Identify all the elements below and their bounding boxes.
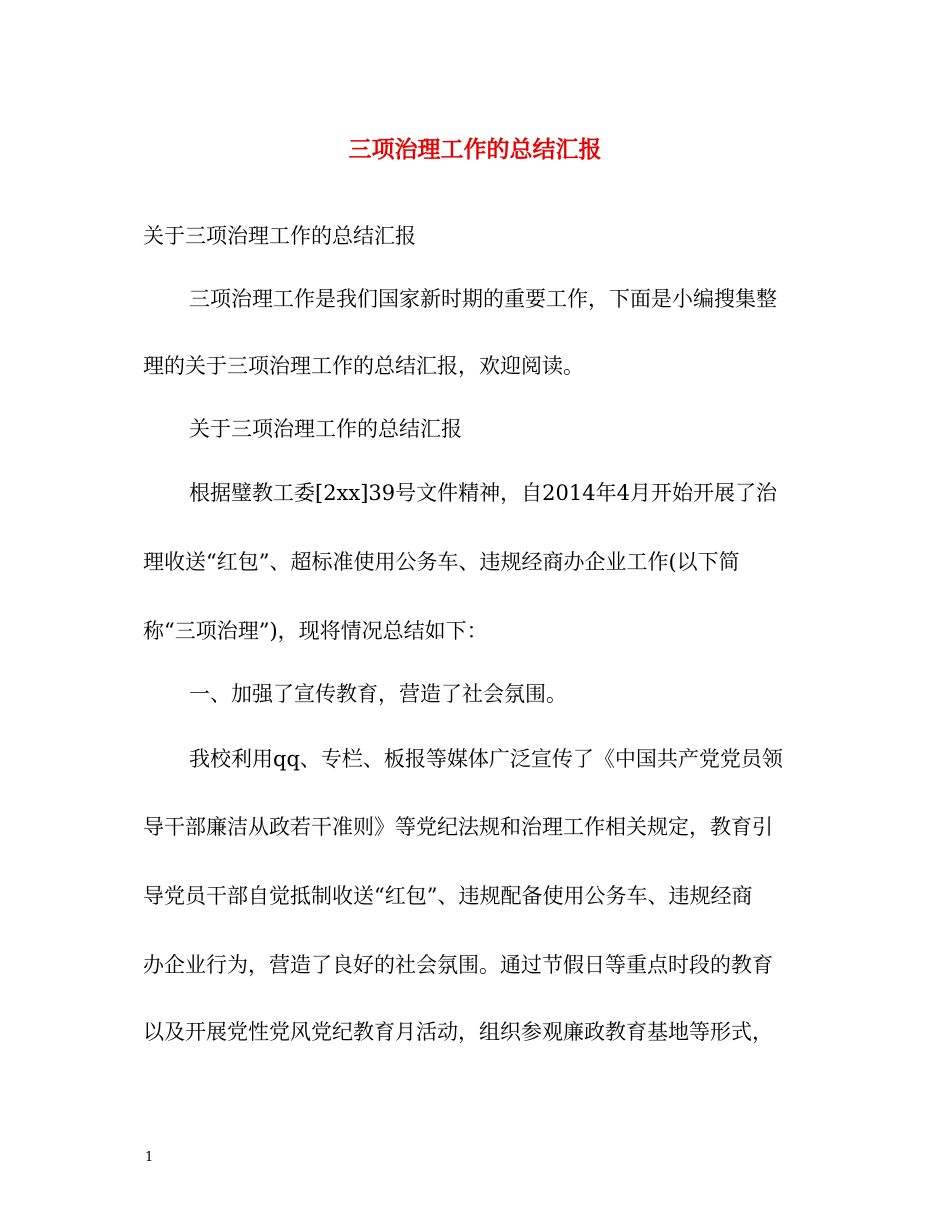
text-line: 导干部廉洁从政若干准则》等党纪法规和治理工作相关规定，教育引 <box>143 815 773 839</box>
text-line: 关于三项治理工作的总结汇报 <box>189 417 462 441</box>
text-line: 称“三项治理”)，现将情况总结如下： <box>143 619 488 643</box>
text-line: 根据璧教工委[2xx]39号文件精神，自2014年4月开始开展了治 <box>189 481 777 505</box>
text-line: 以及开展党性党风党纪教育月活动，组织参观廉政教育基地等形式， <box>143 1020 773 1044</box>
text-line: 办企业行为，营造了良好的社会氛围。通过节假日等重点时段的教育 <box>143 953 773 977</box>
text-line: 我校利用qq、专栏、板报等媒体广泛宣传了《中国共产党党员领 <box>189 747 783 771</box>
text-line: 导党员干部自觉抵制收送“红包”、违规配备使用公务车、违规经商 <box>143 884 753 908</box>
document-title: 三项治理工作的总结汇报 <box>348 136 602 163</box>
page-number: 1 <box>145 1150 154 1165</box>
text-line: 理的关于三项治理工作的总结汇报，欢迎阅读。 <box>143 354 584 378</box>
text-line: 一、加强了宣传教育，营造了社会氛围。 <box>189 682 567 706</box>
text-line: 理收送“红包”、超标准使用公务车、违规经商办企业工作(以下简 <box>143 550 740 574</box>
text-line: 关于三项治理工作的总结汇报 <box>143 224 416 248</box>
text-line: 三项治理工作是我们国家新时期的重要工作，下面是小编搜集整 <box>189 287 777 311</box>
